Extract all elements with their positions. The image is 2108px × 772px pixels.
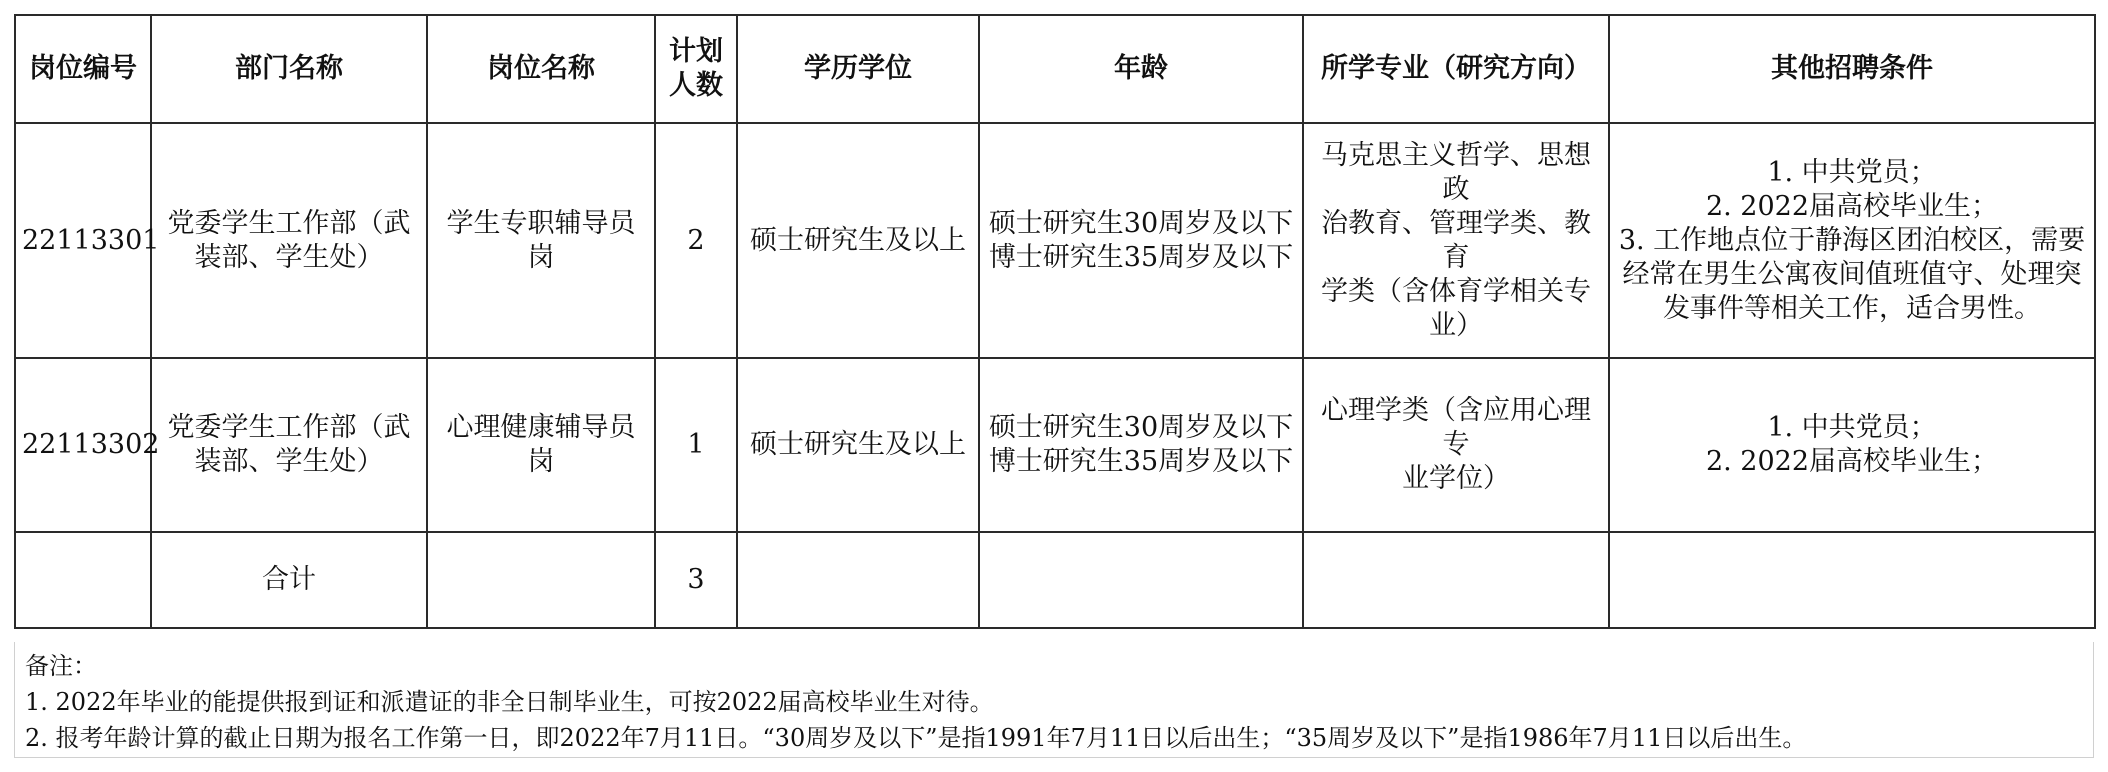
cell-dept: [151, 358, 427, 532]
cell-degree: 硕士研究生及以上: [737, 358, 979, 532]
total-row: [15, 532, 2095, 628]
header-age: 年龄: [979, 15, 1303, 123]
cell-age: [979, 123, 1303, 358]
dept-line: 党委学生工作部（武: [167, 412, 411, 443]
cell-other: [1609, 358, 2095, 532]
dept-line: 党委学生工作部（武: [167, 207, 411, 239]
notes-title: 备注：: [25, 652, 97, 680]
cell-position: 心理健康辅导员岗: [427, 358, 655, 532]
age-line: 硕士研究生30周岁及以下: [988, 412, 1294, 443]
other-line: 1. 中共党员；: [1767, 412, 1937, 443]
cell-count: 2: [655, 123, 737, 358]
other-line: 1. 中共党员；: [1767, 156, 1937, 188]
cell-empty: [1609, 532, 2095, 628]
header-dept: 部门名称: [151, 15, 427, 123]
total-label: 合计: [151, 532, 427, 628]
major-line: 心理学类（含应用心理专: [1321, 395, 1591, 460]
cell-code: 22113301: [15, 123, 151, 358]
table-row: [15, 123, 2095, 358]
header-other: 其他招聘条件: [1609, 15, 2095, 123]
recruitment-table: [14, 14, 2096, 629]
header-row: [15, 15, 2095, 123]
header-plan-line: 人数: [669, 70, 723, 101]
cell-degree: 硕士研究生及以上: [737, 123, 979, 358]
header-position: 岗位名称: [427, 15, 655, 123]
cell-empty: [427, 532, 655, 628]
cell-major: [1303, 123, 1609, 358]
total-count: 3: [655, 532, 737, 628]
age-line: 博士研究生35周岁及以下: [988, 241, 1294, 273]
recruitment-table-container: [14, 14, 2094, 629]
major-line: 马克思主义哲学、思想政: [1321, 139, 1591, 205]
age-line: 博士研究生35周岁及以下: [988, 446, 1294, 477]
header-plan-line: 计划: [669, 36, 723, 67]
other-line: 2. 2022届高校毕业生；: [1705, 446, 1999, 477]
other-line: 发事件等相关工作，适合男性。: [1663, 292, 2041, 324]
other-line: 2. 2022届高校毕业生；: [1705, 190, 1999, 222]
cell-count: 1: [655, 358, 737, 532]
dept-line: 装部、学生处）: [194, 241, 384, 273]
major-line: 学类（含体育学相关专: [1321, 275, 1591, 307]
cell-empty: [979, 532, 1303, 628]
header-code: 岗位编号: [15, 15, 151, 123]
major-line: 业学位）: [1402, 463, 1510, 494]
note-item: 2. 报考年龄计算的截止日期为报名工作第一日，即2022年7月11日。“30周岁及以下”是指1991年7月11日以后出生；“35周岁及以下”是指1986年7月11日以后出生。: [25, 724, 1807, 752]
cell-empty: [737, 532, 979, 628]
cell-age: [979, 358, 1303, 532]
table-row: [15, 358, 2095, 532]
dept-line: 装部、学生处）: [194, 446, 384, 477]
header-degree: 学历学位: [737, 15, 979, 123]
cell-major: [1303, 358, 1609, 532]
cell-other: [1609, 123, 2095, 358]
note-item: 1. 2022年毕业的能提供报到证和派遣证的非全日制毕业生，可按2022届高校毕业生对待。: [25, 688, 994, 716]
cell-position: 学生专职辅导员岗: [427, 123, 655, 358]
other-line: 经常在男生公寓夜间值班值守、处理突: [1622, 258, 2082, 290]
major-line: 业）: [1429, 309, 1483, 341]
cell-empty: [15, 532, 151, 628]
other-line: 3. 工作地点位于静海区团泊校区，需要: [1618, 224, 2086, 256]
cell-dept: [151, 123, 427, 358]
cell-code: 22113302: [15, 358, 151, 532]
age-line: 硕士研究生30周岁及以下: [988, 207, 1294, 239]
header-major: 所学专业（研究方向）: [1303, 15, 1609, 123]
major-line: 治教育、管理学类、教育: [1321, 207, 1591, 273]
cell-empty: [1303, 532, 1609, 628]
header-plan-count: [655, 15, 737, 123]
notes-section: [14, 642, 2094, 758]
